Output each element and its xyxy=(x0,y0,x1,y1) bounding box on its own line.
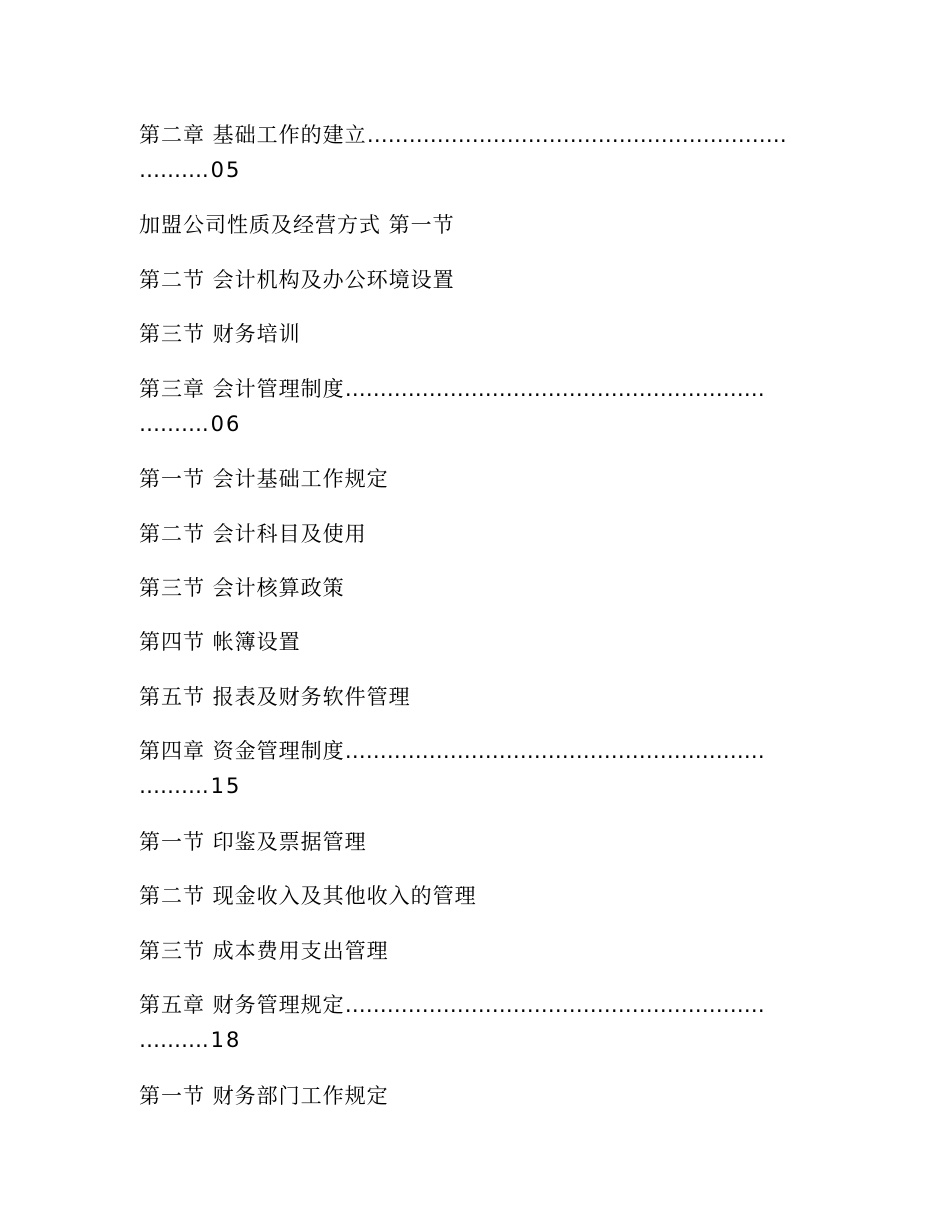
toc-chapter-5-page xyxy=(139,1026,819,1054)
toc-entry[interactable] xyxy=(139,574,819,602)
toc-entry[interactable] xyxy=(139,520,819,548)
toc-entry[interactable] xyxy=(139,628,819,656)
toc-entry[interactable] xyxy=(139,683,819,711)
toc-leader: …………………………………………………… xyxy=(344,739,765,763)
toc-leader: ……… xyxy=(139,412,202,436)
toc-chapter-3[interactable] xyxy=(139,375,819,403)
toc-leader: …………………………………………………… xyxy=(366,123,787,147)
toc-entry[interactable] xyxy=(139,266,819,294)
toc-entry[interactable] xyxy=(139,211,819,239)
toc-label: 第一节 印鉴及票据管理 xyxy=(139,830,367,854)
toc-page-number: .18 xyxy=(202,1028,242,1052)
toc-label: 第三节 成本费用支出管理 xyxy=(139,939,389,963)
toc-label: 第二节 现金收入及其他收入的管理 xyxy=(139,884,477,908)
toc-entry[interactable] xyxy=(139,465,819,493)
toc-label: 第五节 报表及财务软件管理 xyxy=(139,685,411,709)
toc-label: 第四节 帐簿设置 xyxy=(139,630,301,654)
toc-leader: ……… xyxy=(139,774,202,798)
toc-label: 第一节 会计基础工作规定 xyxy=(139,467,389,491)
toc-label: 第三节 会计核算政策 xyxy=(139,576,345,600)
toc-page-number: .06 xyxy=(202,412,242,436)
toc-leader: …………………………………………………… xyxy=(344,377,765,401)
toc-chapter-5[interactable] xyxy=(139,991,819,1019)
toc-chapter-2-page xyxy=(139,156,819,184)
toc-label: 第三章 会计管理制度 xyxy=(139,377,345,401)
toc-label: 第一节 财务部门工作规定 xyxy=(139,1084,389,1108)
toc-entry[interactable] xyxy=(139,882,819,910)
toc-chapter-4-page xyxy=(139,772,819,800)
toc-leader: …………………………………………………… xyxy=(344,993,765,1017)
toc-label: 第二节 会计科目及使用 xyxy=(139,522,367,546)
toc-page-number: .15 xyxy=(202,774,242,798)
toc-label: 加盟公司性质及经营方式 第一节 xyxy=(139,213,455,237)
toc-label: 第三节 财务培训 xyxy=(139,322,301,346)
toc-label: 第二章 基础工作的建立 xyxy=(139,123,367,147)
toc-label: 第五章 财务管理规定 xyxy=(139,993,345,1017)
toc-chapter-3-page xyxy=(139,410,819,438)
toc-leader: ……… xyxy=(139,1028,202,1052)
toc-entry[interactable] xyxy=(139,320,819,348)
toc-label: 第二节 会计机构及办公环境设置 xyxy=(139,268,455,292)
toc-leader: ……… xyxy=(139,158,202,182)
toc-chapter-2[interactable] xyxy=(139,121,819,149)
toc-chapter-4[interactable] xyxy=(139,737,819,765)
toc-page-number: .05 xyxy=(202,158,242,182)
toc-entry[interactable] xyxy=(139,828,819,856)
toc-entry[interactable] xyxy=(139,937,819,965)
toc-entry[interactable] xyxy=(139,1082,819,1110)
toc-label: 第四章 资金管理制度 xyxy=(139,739,345,763)
